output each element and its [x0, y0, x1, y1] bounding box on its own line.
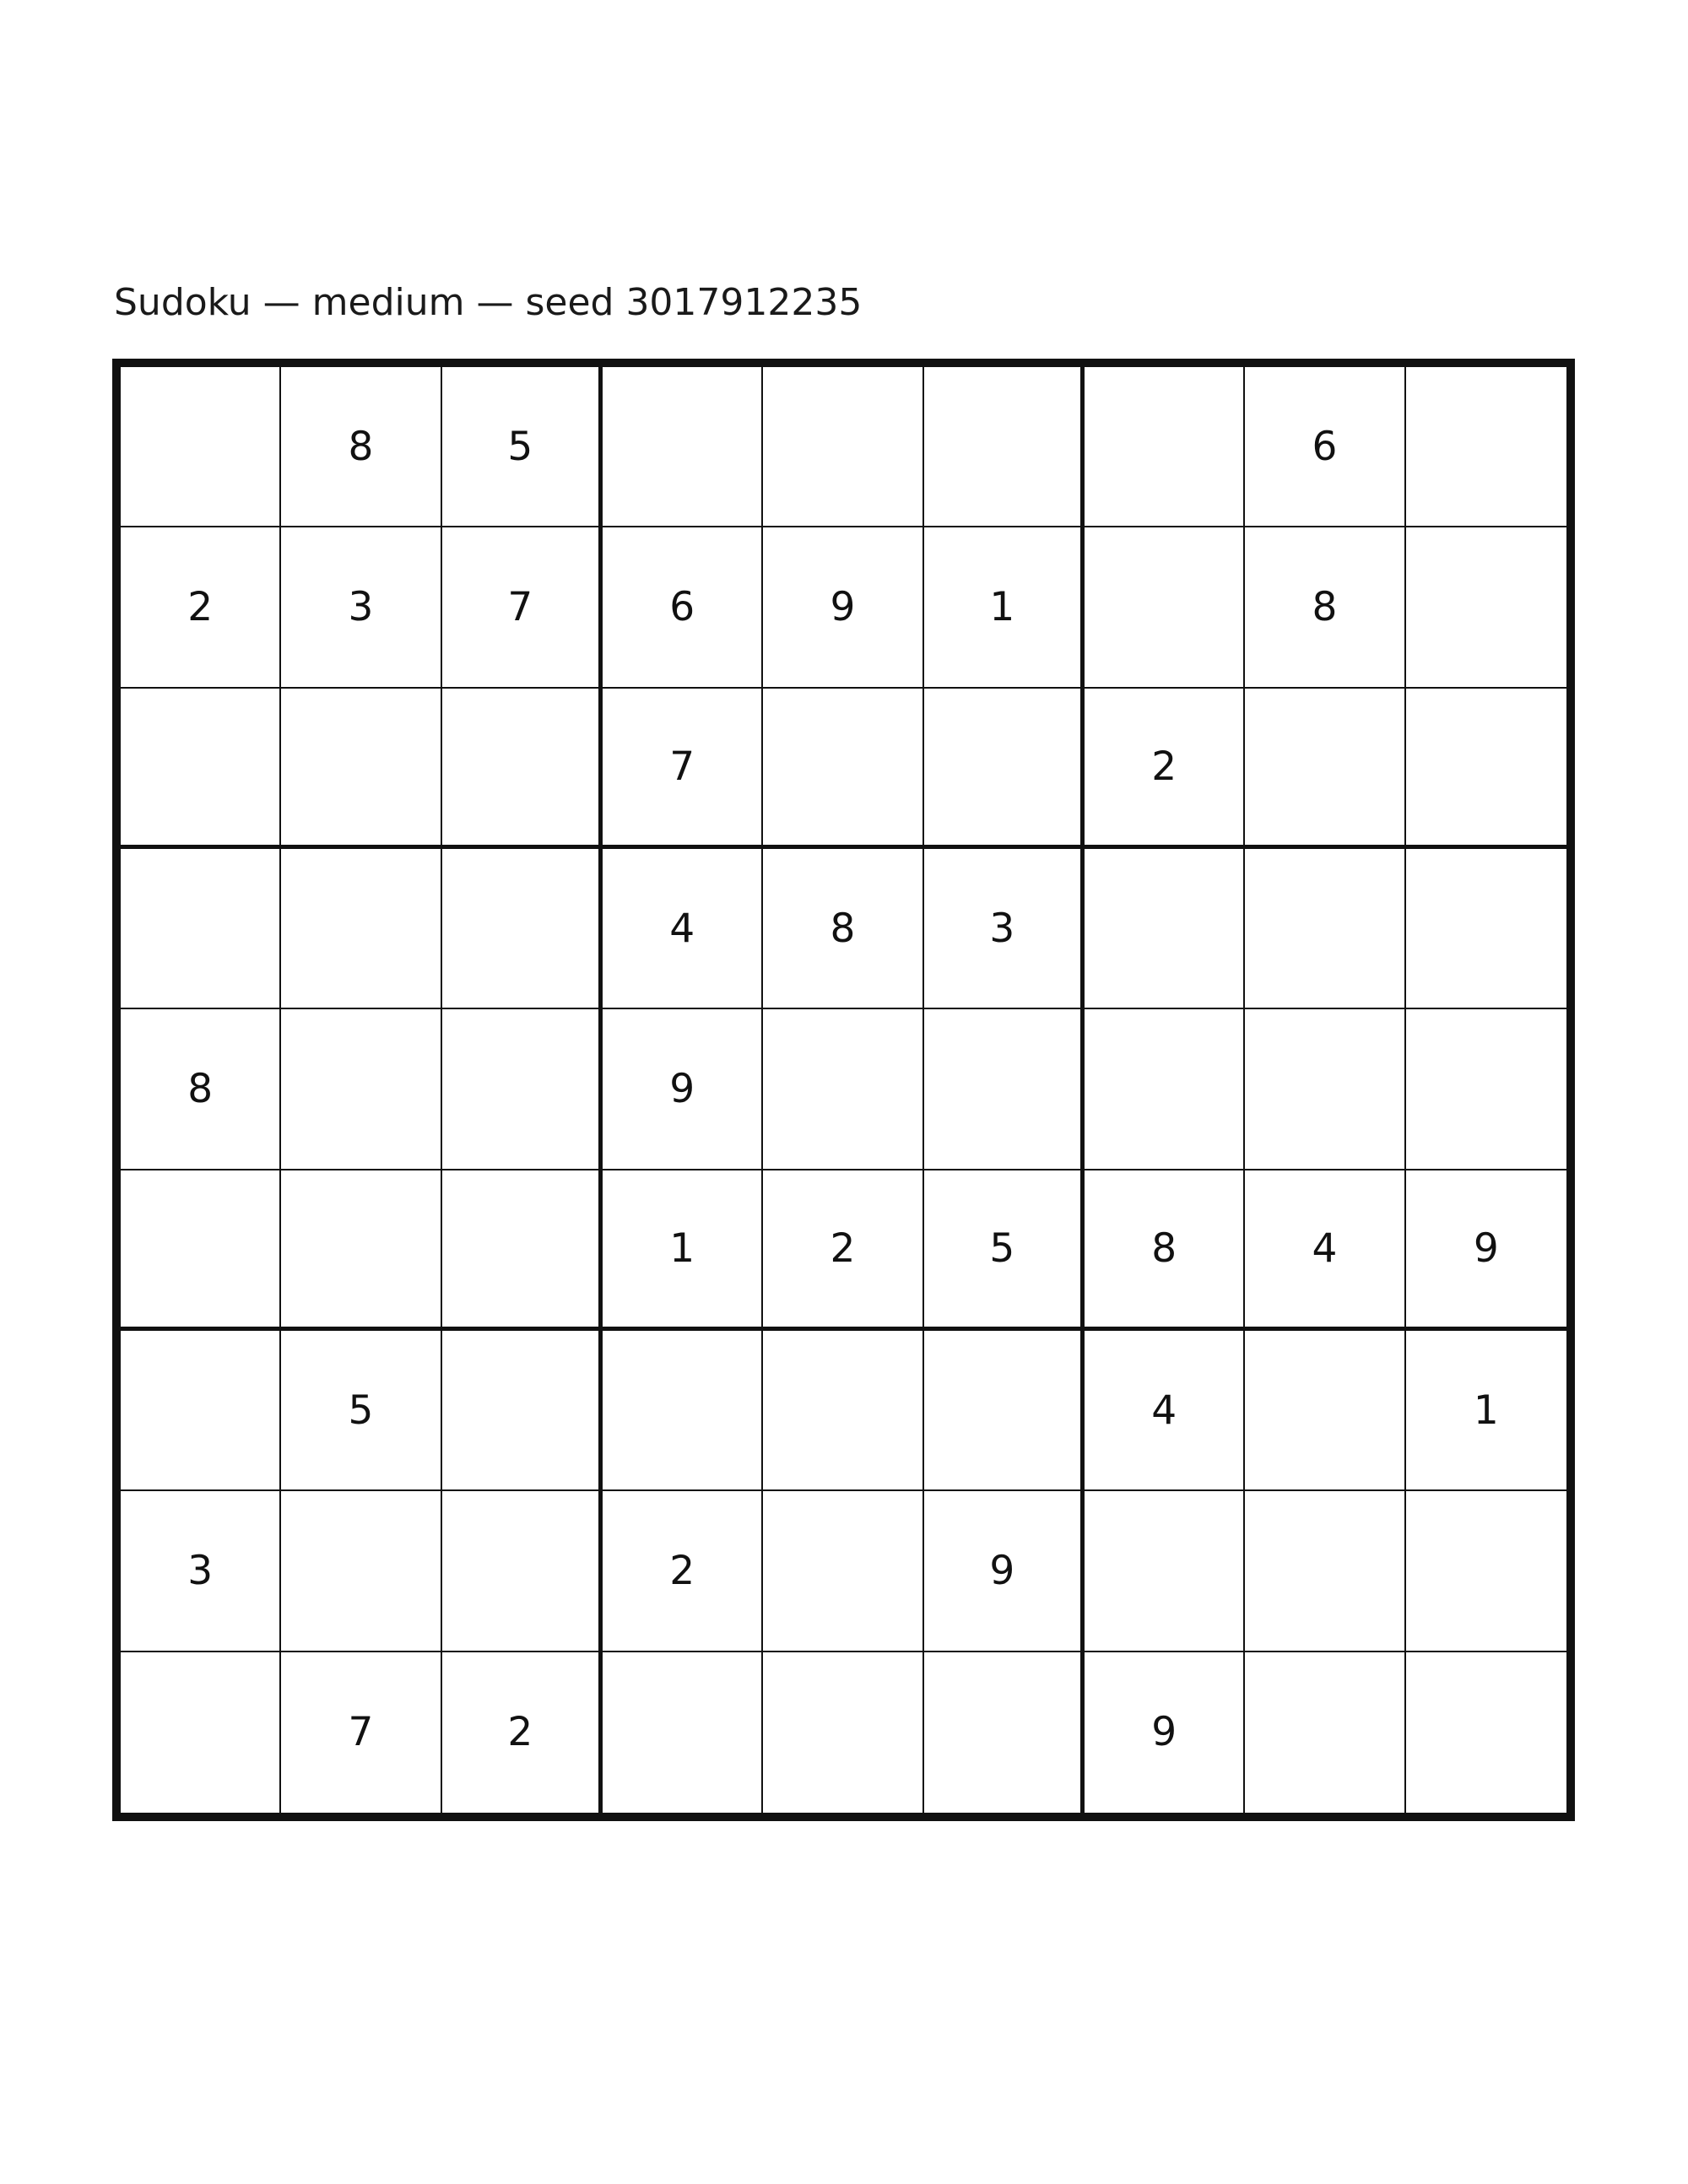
sudoku-cell-r6c4-given[interactable]: 1	[603, 1170, 763, 1331]
sudoku-cell-r5c7-empty[interactable]	[1085, 1009, 1245, 1170]
sudoku-cell-r8c3-empty[interactable]	[442, 1491, 603, 1652]
sudoku-cell-r2c4-given[interactable]: 6	[603, 527, 763, 688]
sudoku-cell-r1c3-given[interactable]: 5	[442, 367, 603, 527]
sudoku-cell-r2c5-given[interactable]: 9	[763, 527, 923, 688]
sudoku-cell-r3c2-empty[interactable]	[281, 689, 441, 849]
sudoku-cell-r6c7-given[interactable]: 8	[1085, 1170, 1245, 1331]
sudoku-cell-r9c2-given[interactable]: 7	[281, 1652, 441, 1813]
sudoku-cell-r5c9-empty[interactable]	[1406, 1009, 1566, 1170]
sudoku-cell-r5c6-empty[interactable]	[924, 1009, 1085, 1170]
sudoku-cell-r4c4-given[interactable]: 4	[603, 849, 763, 1009]
sudoku-cell-r2c2-given[interactable]: 3	[281, 527, 441, 688]
sudoku-cell-r4c6-given[interactable]: 3	[924, 849, 1085, 1009]
sudoku-cell-r9c1-empty[interactable]	[121, 1652, 281, 1813]
sudoku-cell-r2c7-empty[interactable]	[1085, 527, 1245, 688]
sudoku-cell-r9c5-empty[interactable]	[763, 1652, 923, 1813]
sudoku-cell-r8c9-empty[interactable]	[1406, 1491, 1566, 1652]
sudoku-cell-r2c8-given[interactable]: 8	[1245, 527, 1405, 688]
sudoku-cell-r1c4-empty[interactable]	[603, 367, 763, 527]
sudoku-cell-r1c1-empty[interactable]	[121, 367, 281, 527]
sudoku-board	[112, 359, 1575, 1821]
sudoku-cell-r9c6-empty[interactable]	[924, 1652, 1085, 1813]
sudoku-cell-r7c5-empty[interactable]	[763, 1331, 923, 1491]
sudoku-cell-r7c4-empty[interactable]	[603, 1331, 763, 1491]
sudoku-cell-r7c6-empty[interactable]	[924, 1331, 1085, 1491]
sudoku-cell-r5c2-empty[interactable]	[281, 1009, 441, 1170]
sudoku-cell-r2c6-given[interactable]: 1	[924, 527, 1085, 688]
sudoku-cell-r1c2-given[interactable]: 8	[281, 367, 441, 527]
sudoku-cell-r9c9-empty[interactable]	[1406, 1652, 1566, 1813]
sudoku-cell-r2c3-given[interactable]: 7	[442, 527, 603, 688]
sudoku-cell-r9c4-empty[interactable]	[603, 1652, 763, 1813]
sudoku-cell-r9c8-empty[interactable]	[1245, 1652, 1405, 1813]
sudoku-cell-r7c8-empty[interactable]	[1245, 1331, 1405, 1491]
sudoku-cell-r7c1-empty[interactable]	[121, 1331, 281, 1491]
sudoku-cell-r7c7-given[interactable]: 4	[1085, 1331, 1245, 1491]
sudoku-cell-r6c2-empty[interactable]	[281, 1170, 441, 1331]
sudoku-cell-r8c5-empty[interactable]	[763, 1491, 923, 1652]
sudoku-cell-r4c2-empty[interactable]	[281, 849, 441, 1009]
sudoku-cell-r4c8-empty[interactable]	[1245, 849, 1405, 1009]
sudoku-cell-r7c9-given[interactable]: 1	[1406, 1331, 1566, 1491]
sudoku-cell-r3c3-empty[interactable]	[442, 689, 603, 849]
sudoku-cell-r5c8-empty[interactable]	[1245, 1009, 1405, 1170]
sudoku-cell-r3c5-empty[interactable]	[763, 689, 923, 849]
sudoku-cell-r5c3-empty[interactable]	[442, 1009, 603, 1170]
sudoku-cell-r3c6-empty[interactable]	[924, 689, 1085, 849]
sudoku-cell-r8c7-empty[interactable]	[1085, 1491, 1245, 1652]
sudoku-cell-r5c1-given[interactable]: 8	[121, 1009, 281, 1170]
sudoku-cell-r1c8-given[interactable]: 6	[1245, 367, 1405, 527]
sudoku-cell-r8c8-empty[interactable]	[1245, 1491, 1405, 1652]
sudoku-cell-r6c9-given[interactable]: 9	[1406, 1170, 1566, 1331]
sudoku-cell-r8c4-given[interactable]: 2	[603, 1491, 763, 1652]
sudoku-cell-r3c4-given[interactable]: 7	[603, 689, 763, 849]
sudoku-cell-r3c1-empty[interactable]	[121, 689, 281, 849]
sudoku-cell-r9c7-given[interactable]: 9	[1085, 1652, 1245, 1813]
sudoku-cell-r8c1-given[interactable]: 3	[121, 1491, 281, 1652]
sudoku-cell-r6c1-empty[interactable]	[121, 1170, 281, 1331]
sudoku-cell-r6c5-given[interactable]: 2	[763, 1170, 923, 1331]
sudoku-cell-r9c3-given[interactable]: 2	[442, 1652, 603, 1813]
sudoku-cell-r3c8-empty[interactable]	[1245, 689, 1405, 849]
sudoku-cell-r1c9-empty[interactable]	[1406, 367, 1566, 527]
sudoku-cell-r1c7-empty[interactable]	[1085, 367, 1245, 527]
sudoku-cell-r7c3-empty[interactable]	[442, 1331, 603, 1491]
sudoku-cell-r6c3-empty[interactable]	[442, 1170, 603, 1331]
sudoku-cell-r6c8-given[interactable]: 4	[1245, 1170, 1405, 1331]
sudoku-cell-r7c2-given[interactable]: 5	[281, 1331, 441, 1491]
sudoku-cell-r1c5-empty[interactable]	[763, 367, 923, 527]
sudoku-cell-r1c6-empty[interactable]	[924, 367, 1085, 527]
sudoku-cell-r8c6-given[interactable]: 9	[924, 1491, 1085, 1652]
sudoku-cell-r8c2-empty[interactable]	[281, 1491, 441, 1652]
sudoku-cell-r6c6-given[interactable]: 5	[924, 1170, 1085, 1331]
sudoku-cell-r4c5-given[interactable]: 8	[763, 849, 923, 1009]
sudoku-cell-r3c9-empty[interactable]	[1406, 689, 1566, 849]
puzzle-title: Sudoku — medium — seed 3017912235	[114, 281, 863, 324]
sudoku-cell-r5c4-given[interactable]: 9	[603, 1009, 763, 1170]
sudoku-cell-r2c9-empty[interactable]	[1406, 527, 1566, 688]
sudoku-cell-r4c1-empty[interactable]	[121, 849, 281, 1009]
sudoku-cell-r5c5-empty[interactable]	[763, 1009, 923, 1170]
sudoku-cell-r3c7-given[interactable]: 2	[1085, 689, 1245, 849]
sudoku-cell-r4c3-empty[interactable]	[442, 849, 603, 1009]
sudoku-cell-r4c7-empty[interactable]	[1085, 849, 1245, 1009]
sudoku-cell-r4c9-empty[interactable]	[1406, 849, 1566, 1009]
sudoku-cell-r2c1-given[interactable]: 2	[121, 527, 281, 688]
